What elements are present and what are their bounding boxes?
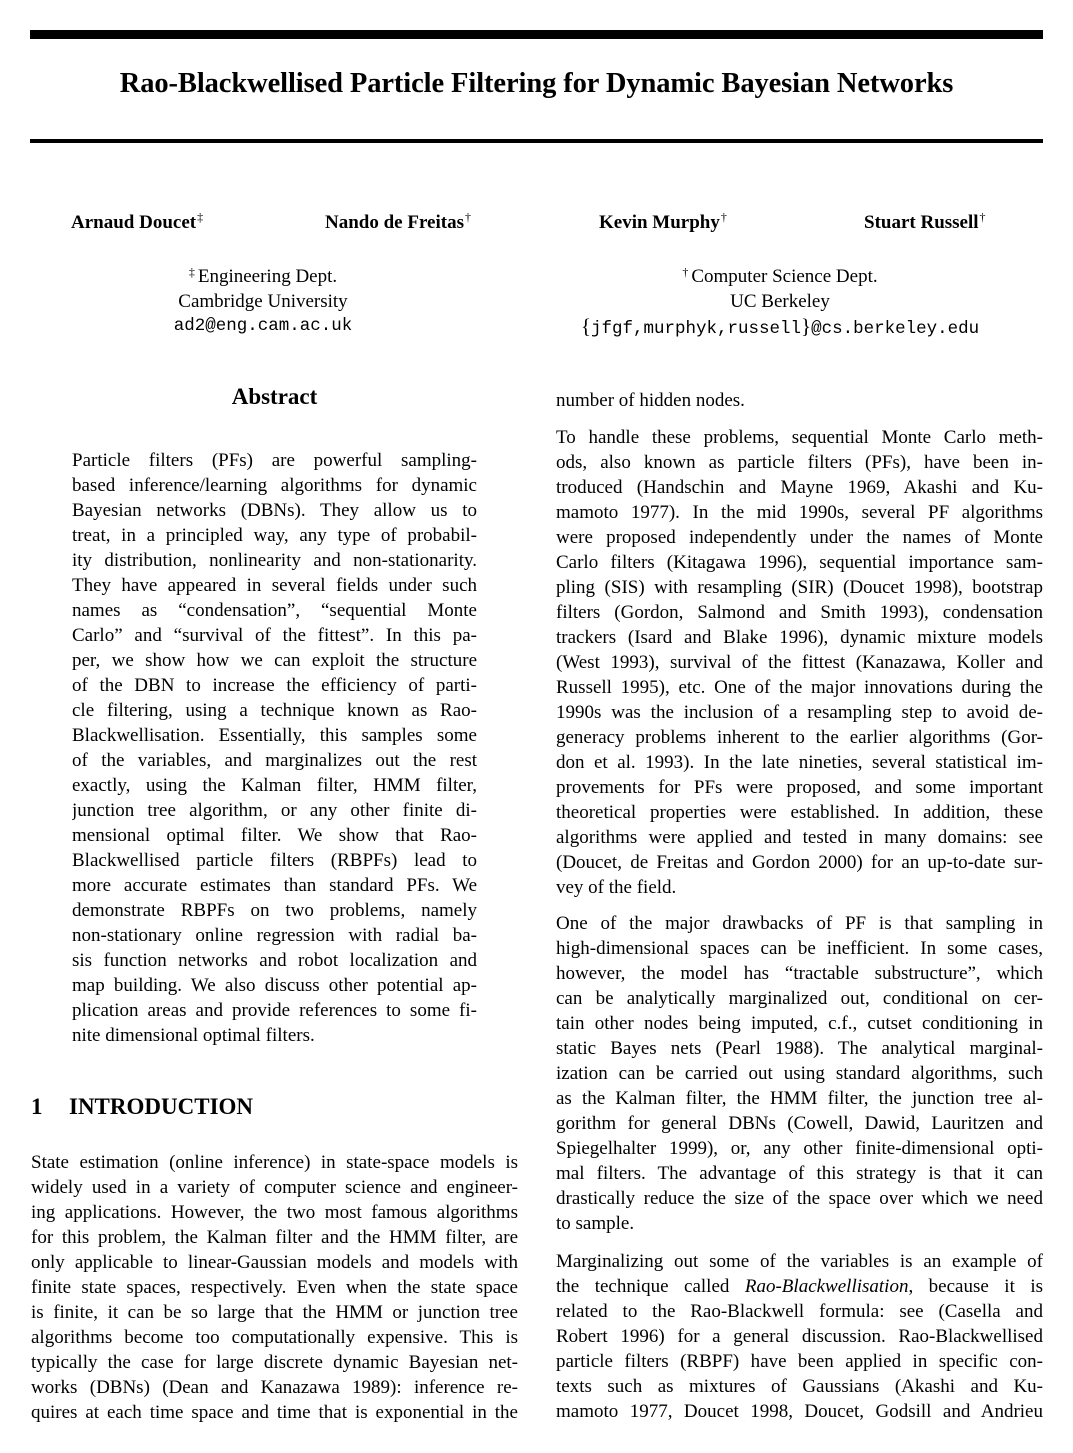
affiliation-cambridge: ‡ Engineering Dept. Cambridge University ad2@eng.cam.ac.uk (113, 260, 413, 339)
author-doucet: Arnaud Doucet‡ (71, 210, 204, 233)
paragraph-line: don et al. 1993). In the late nineties, several statistical im- (556, 752, 1043, 773)
paragraph-line: mamoto 1977, Doucet 1998, Doucet, Godsill and Andrieu (556, 1401, 1043, 1422)
paragraph-line: 1990s was the inclusion of a resampling step to avoid de- (556, 702, 1043, 723)
paragraph-line: State estimation (online inference) in state-space models is (31, 1152, 518, 1173)
abstract-line: Blackwellisation. Essentially, this samples some (72, 725, 477, 746)
abstract-line: ity distribution, nonlinearity and non-stationarity. (72, 550, 477, 571)
paragraph-line: static Bayes nets (Pearl 1988). The analytical marginal- (556, 1038, 1043, 1059)
paragraph-line: typically the case for large discrete dynamic Bayesian net- (31, 1352, 518, 1373)
paragraph-line: high-dimensional spaces can be inefficient. In some cases, (556, 938, 1043, 959)
paragraph-line: pling (SIS) with resampling (SIR) (Doucet 1998), bootstrap (556, 577, 1043, 598)
italic-term: Rao-Blackwellisation (744, 1276, 909, 1297)
paragraph-line: (Doucet, de Freitas and Gordon 2000) for an up-to-date sur- (556, 852, 1043, 873)
abstract-line: mensional optimal filter. We show that Rao- (72, 825, 477, 846)
paragraph-line: ization can be carried out using standard algorithms, such (556, 1063, 1043, 1084)
paragraph-line: Spiegelhalter 1999), or, any other finite-dimensional opti- (556, 1138, 1043, 1159)
paper-title: Rao-Blackwellised Particle Filtering for Dynamic Bayesian Networks (119, 68, 954, 99)
paragraph-line: (West 1993), survival of the fittest (Kanazawa, Koller and (556, 652, 1043, 673)
paragraph-line: is finite, it can be so large that the HMM or junction tree (31, 1302, 518, 1323)
paragraph-line: only applicable to linear-Gaussian models and models with (31, 1252, 518, 1273)
paragraph-line: Carlo filters (Kitagawa 1996), sequential importance sam- (556, 552, 1043, 573)
abstract-line: junction tree algorithm, or any other finite di- (72, 800, 477, 821)
paragraph-line: the technique called Rao-Blackwellisation, because it is (556, 1276, 1043, 1297)
abstract-line: nite dimensional optimal filters. (72, 1025, 315, 1046)
abstract-line: based inference/learning algorithms for dynamic (72, 475, 477, 496)
paragraph-line: however, the model has “tractable substructure”, which (556, 963, 1043, 984)
top-rule (30, 30, 1043, 39)
abstract-line: Particle filters (PFs) are powerful sampling- (72, 450, 477, 471)
paragraph-line: provements for PFs were proposed, and some important (556, 777, 1043, 798)
abstract-line: non-stationary online regression with radial ba- (72, 925, 477, 946)
paragraph-line: mamoto 1977). In the mid 1990s, several PF algorithms (556, 502, 1043, 523)
paragraph-line: for this problem, the Kalman filter and the HMM filter, are (31, 1227, 518, 1248)
paragraph-line: were proposed independently under the names of Monte (556, 527, 1043, 548)
abstract-line: map building. We also discuss other potential ap- (72, 975, 477, 996)
paragraph-line: finite state spaces, respectively. Even when the state space (31, 1277, 518, 1298)
abstract-line: treat, in a principled way, any type of probabil- (72, 525, 477, 546)
paragraph-line: Russell 1995), etc. One of the major innovations during the (556, 677, 1043, 698)
paragraph-line: as the Kalman filter, the HMM filter, the junction tree al- (556, 1088, 1043, 1109)
paragraph-line: related to the Rao-Blackwell formula: see (Casella and (556, 1301, 1043, 1322)
paragraph-line: filters (Gordon, Salmond and Smith 1993), condensation (556, 602, 1043, 623)
paragraph-line: drastically reduce the size of the space over which we need (556, 1188, 1043, 1209)
paragraph-line: particle filters (RBPF) have been applied in specific con- (556, 1351, 1043, 1372)
paragraph-line: generacy problems inherent to the earlier algorithms (Gor- (556, 727, 1043, 748)
paragraph-line: algorithms were applied and tested in many domains: see (556, 827, 1043, 848)
affiliation-berkeley: † Computer Science Dept. UC Berkeley {jfgf,murphyk,russell}@cs.berkeley.edu (530, 260, 1030, 342)
abstract-line: plication areas and provide references to some fi- (72, 1000, 477, 1021)
paragraph-line: Robert 1996) for a general discussion. Rao-Blackwellised (556, 1326, 1043, 1347)
paragraph-line: To handle these problems, sequential Monte Carlo meth- (556, 427, 1043, 448)
abstract-line: sis function networks and robot localization and (72, 950, 477, 971)
title-rule (30, 139, 1043, 143)
abstract-line: demonstrate RBPFs on two problems, namely (72, 900, 477, 921)
abstract-line: Bayesian networks (DBNs). They allow us to (72, 500, 477, 521)
paragraph-line: works (DBNs) (Dean and Kanazawa 1989): inference re- (31, 1377, 518, 1398)
paragraph-line: trackers (Isard and Blake 1996), dynamic mixture models (556, 627, 1043, 648)
abstract-line: Blackwellised particle filters (RBPFs) lead to (72, 850, 477, 871)
paragraph-line: widely used in a variety of computer science and engineer- (31, 1177, 518, 1198)
paragraph-line: quires at each time space and time that is exponential in the (31, 1402, 518, 1423)
abstract-line: exactly, using the Kalman filter, HMM filter, (72, 775, 477, 796)
paragraph-line: ods, also known as particle filters (PFs), have been in- (556, 452, 1043, 473)
abstract-line: of the variables, and marginalizes out the rest (72, 750, 477, 771)
paragraph-line: texts such as mixtures of Gaussians (Akashi and Ku- (556, 1376, 1043, 1397)
abstract-line: names as “condensation”, “sequential Monte (72, 600, 477, 621)
abstract-line: They have appeared in several fields under such (72, 575, 477, 596)
author-russell: Stuart Russell† (864, 210, 986, 233)
author-de-freitas: Nando de Freitas† (325, 210, 471, 233)
paragraph-line: ing applications. However, the two most famous algorithms (31, 1202, 518, 1223)
author-murphy: Kevin Murphy† (599, 210, 727, 233)
paragraph-line: algorithms become too computationally expensive. This is (31, 1327, 518, 1348)
email-berkeley: {jfgf,murphyk,russell}@cs.berkeley.edu (580, 314, 980, 339)
abstract-line: per, we show how we can exploit the structure (72, 650, 477, 671)
abstract-heading: Abstract (231, 384, 318, 409)
intro-continuation: number of hidden nodes. (556, 390, 745, 411)
paragraph-line: can be analytically marginalized out, conditional on cer- (556, 988, 1043, 1009)
paragraph-line: troduced (Handschin and Mayne 1969, Akashi and Ku- (556, 477, 1043, 498)
abstract-line: more accurate estimates than standard PFs. We (72, 875, 477, 896)
paragraph-line: tain other nodes being imputed, c.f., cutset conditioning in (556, 1013, 1043, 1034)
abstract-line: cle filtering, using a technique known as Rao- (72, 700, 477, 721)
paragraph-line: theoretical properties were established. In addition, these (556, 802, 1043, 823)
email-cambridge: ad2@eng.cam.ac.uk (173, 316, 353, 336)
abstract-line: of the DBN to increase the efficiency of parti- (72, 675, 477, 696)
paragraph-line: Marginalizing out some of the variables is an example of (556, 1251, 1043, 1272)
paragraph-line: mal filters. The advantage of this strategy is that it can (556, 1163, 1043, 1184)
paragraph-line: vey of the field. (556, 877, 677, 898)
paragraph-line: gorithm for general DBNs (Cowell, Dawid, Lauritzen and (556, 1113, 1043, 1134)
paragraph-line: to sample. (556, 1213, 635, 1234)
section-heading: 1 INTRODUCTION (31, 1094, 254, 1119)
paragraph-line: One of the major drawbacks of PF is that sampling in (556, 913, 1043, 934)
abstract-line: Carlo” and “survival of the fittest”. In this pa- (72, 625, 477, 646)
